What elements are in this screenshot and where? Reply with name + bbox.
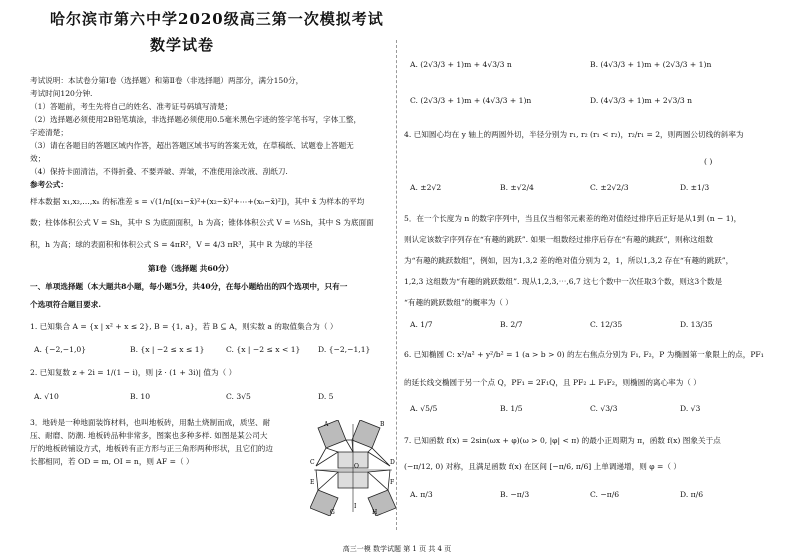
q1-stem: 1. 已知集合 A = {x | x² + x ≤ 2}, B = {1, a}，若 B ⊆ A，则实数 a 的取值集合为（ ） [30,322,338,331]
section-title: 第Ⅰ卷（选择题 共60分） [148,264,234,273]
tile-square [318,420,346,448]
q4-option-c[interactable]: C. ±2√2/3 [590,183,629,192]
q6-option-d[interactable]: D. √3 [680,404,701,413]
formula-heading: 参考公式： [30,180,68,189]
q7-option-d[interactable]: D. π/6 [680,490,704,499]
q3-stem: 压、耐磨、防潮. 地板砖品种非常多，图案也多种多样. 如图是某公司大 [30,431,268,440]
column-divider [396,40,397,530]
q5-option-c[interactable]: C. 12/35 [590,320,623,329]
q5-option-d[interactable]: D. 13/35 [680,320,713,329]
q3-stem: 3．地砖是一种地面装饰材料，也叫地板砖，用黏土烧制而成，质坚、耐 [30,418,271,427]
q5-stem: 为“有趣的跳跃数组”，例如，因为1,3,2 差的绝对值分别为 2，1，所以1,3,2 存在“有趣的跳跃”， [404,256,734,265]
q1-option-d[interactable]: D. {−2,−1,1} [318,345,371,354]
figure-label: I [354,503,357,510]
note-line: （1）答题前，考生先将自己的姓名、准考证号码填写清楚； [30,102,233,111]
note-line: 效； [30,154,46,163]
q2-option-d[interactable]: D. 5 [318,392,334,401]
figure-label: H [372,509,378,516]
q1-option-a[interactable]: A. {−2,−1,0} [34,345,87,354]
q3-option-d[interactable]: D. (4√3/3 + 1)m + 2√3/3 n [590,96,693,105]
tile-triangle [346,440,353,452]
q4-stem: 4. 已知圆心均在 y 轴上的两圆外切，半径分别为 r₁, r₂ (r₁ < r₂)，r₂/r₁ = 2，则两圆公切线的斜率为 [404,130,744,139]
q6-option-c[interactable]: C. √3/3 [590,404,618,413]
q5-stem: 则认定该数字序列存在“有趣的跳跃”. 如果一组数经过排序后存在“有趣的跳跃”，则称这组数 [404,235,713,244]
q2-option-b[interactable]: B. 10 [130,392,151,401]
figure-label: D [390,459,395,466]
page-footer: 高三一模 数学试题 第 1 页 共 4 页 [342,545,452,553]
right-column [404,0,774,538]
figure-label: O [354,463,359,470]
q5-stem: 1,2,3 这组数为“有趣的跳跃数组”. 现从1,2,3,⋯,6,7 这七个数中一次任取3个数，则这3个数是 [404,277,723,286]
note-line: （2）选择题必须使用2B铅笔填涂，非选择题必须使用0.5毫米黑色字迹的签字笔书写，字体工整， [30,115,362,124]
tile-triangle [368,448,390,466]
q3-stem: 厅的地板砖铺设方式，地板砖有正方形与正三角形两种形状，且它们的边 [30,444,273,453]
q3-option-c[interactable]: C. (2√3/3 + 1)m + (4√3/3 + 1)n [410,96,532,105]
q5-stem: 5．在一个长度为 n 的数字序列中，当且仅当相邻元素差的绝对值经过排序后正好是从1到 (n − 1)， [404,214,742,223]
figure-label: B [380,421,385,428]
tile-triangle [316,448,338,466]
note-line: 考试时间120分钟. [30,89,93,98]
formula-line: 样本数据 x₁,x₂,…,xₙ 的标准差 s = √(1/n[(x₁−x̄)²+(x₂−x̄)²+⋯+(xₙ−x̄)²])，其中 x̄ 为样本的平均 [30,197,365,206]
formula-line: 积，h 为高；球的表面积和体积公式 S = 4πR²，V = 4/3 πR³，其中 R 为球的半径 [30,240,313,249]
q4-option-a[interactable]: A. ±2√2 [410,183,442,192]
note-line: 考试说明：本试卷分第Ⅰ卷（选择题）和第Ⅱ卷（非选择题）两部分，满分150分， [30,76,304,85]
q5-option-a[interactable]: A. 1/7 [410,320,433,329]
figure-label: E [310,479,315,486]
q1-option-b[interactable]: B. {x | −2 ≤ x ≤ 1} [130,345,205,354]
tile-figure [310,420,396,516]
note-line: 字迹清楚； [30,128,68,137]
q3-option-a[interactable]: A. (2√3/3 + 1)m + 4√3/3 n [410,60,512,69]
q6-option-b[interactable]: B. 1/5 [500,404,523,413]
q1-option-c[interactable]: C. {x | −2 ≤ x < 1} [226,345,301,354]
q7-option-b[interactable]: B. −π/3 [500,490,530,499]
left-column [30,0,395,538]
q7-option-c[interactable]: C. −π/6 [590,490,620,499]
q2-option-c[interactable]: C. 3√5 [226,392,251,401]
exam-subtitle: 数学试卷 [150,36,215,54]
q6-stem: 的延长线交椭圆于另一个点 Q，PF₁ = 2F₁Q，且 PF₂ ⊥ F₁F₂，则椭圆的离心率为（ ） [404,378,701,387]
q7-stem: 7. 已知函数 f(x) = 2sin(ωx + φ)(ω > 0, |φ| < π) 的最小正周期为 π，函数 f(x) 图象关于点 [404,436,721,445]
section-instruction: 一、单项选择题（本大题共8小题，每小题5分，共40分，在每小题给出的四个选项中，只有一 [30,282,348,291]
tile-triangle [316,470,338,490]
figure-label: G [330,509,335,516]
q7-stem: (−π/12, 0) 对称，且满足函数 f(x) 在区间 [−π/6, π/6] 上单调递增，则 φ =（ ） [404,462,681,471]
q2-stem: 2. 已知复数 z + 2i = 1/(1 − i)，则 |z̄ · (1 + 3i)| 值为（ ） [30,368,237,377]
q3-option-b[interactable]: B. (4√3/3 + 1)m + (2√3/3 + 1)n [590,60,712,69]
q7-option-a[interactable]: A. π/3 [410,490,433,499]
formula-line: 数；柱体体积公式 V = Sh，其中 S 为底面面积，h 为高；锥体体积公式 V = ⅓Sh，其中 S 为底面面 [30,218,374,227]
q5-stem: “有趣的跳跃数组”的概率为（ ） [404,298,513,307]
section-instruction: 个选项符合题目要求. [30,300,101,309]
q5-option-b[interactable]: B. 2/7 [500,320,523,329]
q6-option-a[interactable]: A. √5/5 [410,404,438,413]
note-line: （3）请在各题目的答题区域内作答，超出答题区域书写的答案无效，在草稿纸、试题卷上答题无 [30,141,354,150]
q4-option-d[interactable]: D. ±1/3 [680,183,710,192]
q4-paren: ( ) [704,157,713,166]
figure-label: A [324,421,329,428]
figure-label: C [310,459,315,466]
note-line: （4）保持卡面清洁，不得折叠、不要弄破、弄皱，不准使用涂改液、刮纸刀. [30,167,288,176]
tile-triangle [368,470,390,490]
q6-stem: 6. 已知椭圆 C: x²/a² + y²/b² = 1 (a > b > 0) 的左右焦点分别为 F₁, F₂，P 为椭圆第一象限上的点，PF₁ [404,350,764,359]
q2-option-a[interactable]: A. √10 [34,392,59,401]
q4-option-b[interactable]: B. ±√2/4 [500,183,534,192]
tile-square [352,420,380,448]
exam-title: 哈尔滨市第六中学2020级高三第一次模拟考试 [50,10,384,28]
figure-label: F [390,479,395,486]
q3-stem: 长都相同，若 OD = m, OI = n，则 AF =（ ） [30,457,194,466]
